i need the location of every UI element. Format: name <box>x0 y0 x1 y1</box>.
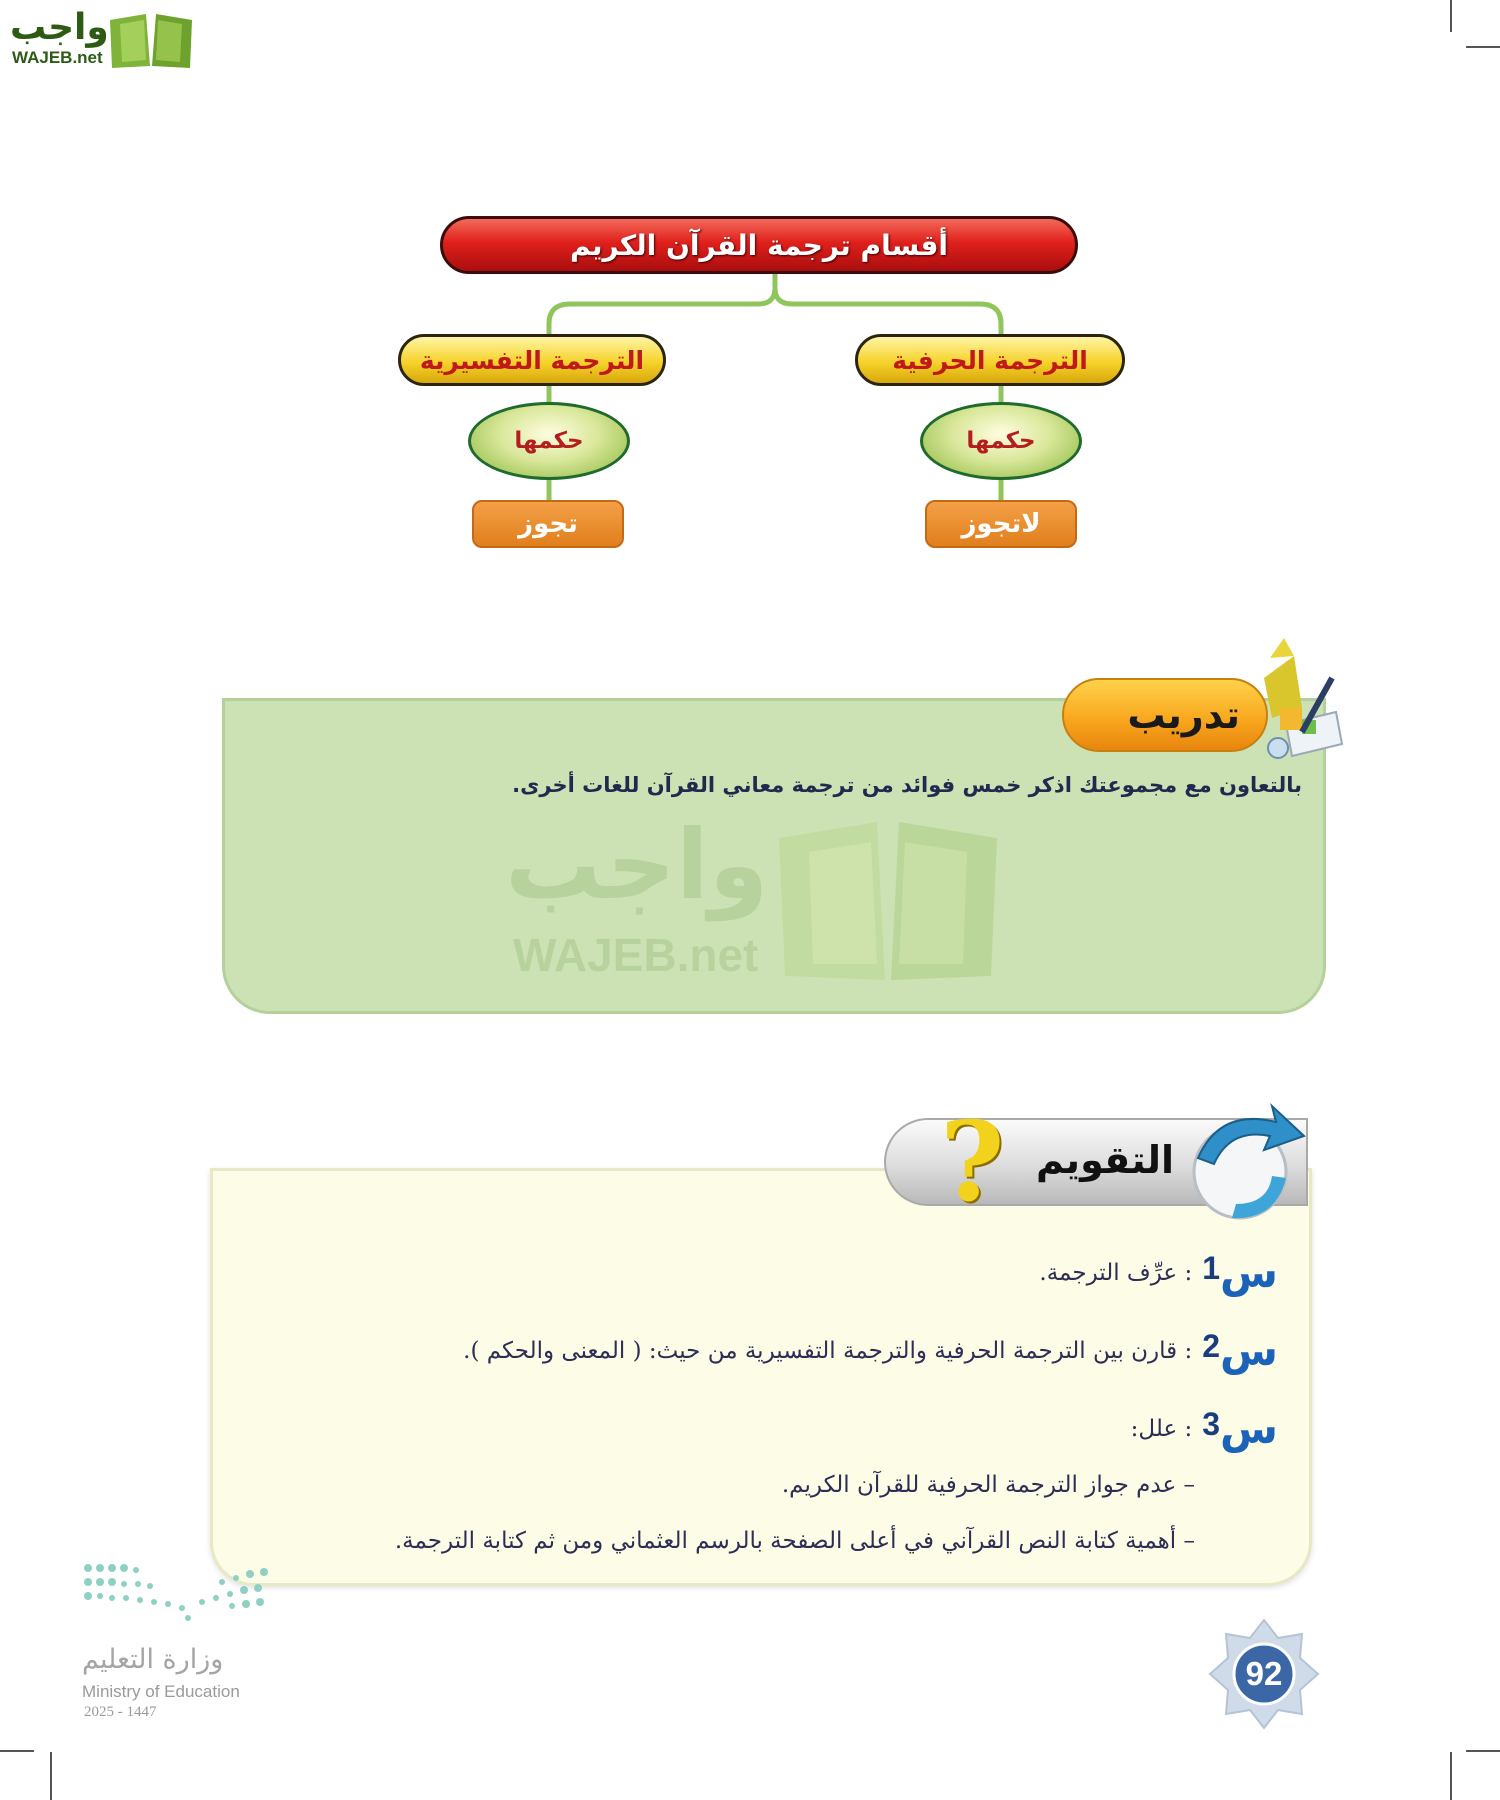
question-2 <box>463 1326 1278 1375</box>
ministry-dots-logo <box>82 1560 272 1626</box>
question-text: : عرِّف الترجمة. <box>1039 1259 1193 1286</box>
question-badge <box>1202 1248 1278 1297</box>
question-letter: س <box>1220 1326 1278 1375</box>
practice-instruction: بالتعاون مع مجموعتك اذكر خمس فوائد من ترجمة معاني القرآن للغات أخرى. <box>512 773 1302 797</box>
interpretive-ruling-label: حكمها <box>514 428 584 454</box>
interpretive-ruling-value-text: تجوز <box>518 509 578 539</box>
crop-mark <box>1450 1752 1452 1800</box>
question-letter: س <box>1220 1248 1278 1297</box>
literal-translation-node <box>855 334 1125 386</box>
question-number: 2 <box>1202 1328 1221 1364</box>
assessment-box <box>210 1168 1312 1586</box>
page-number: 92 <box>1245 1655 1283 1692</box>
book-icon <box>106 10 196 70</box>
diagram-title <box>440 216 1078 274</box>
literal-ruling-value-text: لاتجوز <box>961 509 1041 539</box>
globe-arrow-icon <box>1180 1100 1310 1230</box>
book-icon <box>773 814 1003 984</box>
literal-ruling-value <box>925 500 1077 548</box>
translation-types-diagram <box>0 200 1500 560</box>
ministry-arabic-name: وزارة التعليم <box>82 1644 224 1675</box>
literal-ruling-label: حكمها <box>966 428 1036 454</box>
crop-mark <box>1466 46 1500 48</box>
ministry-logo <box>82 1560 282 1730</box>
pen-icon <box>1250 638 1350 768</box>
question-1 <box>1039 1248 1278 1297</box>
ministry-english-name: Ministry of Education <box>82 1682 240 1701</box>
question-text: : قارن بين الترجمة الحرفية والترجمة التفسيرية من حيث: ( المعنى والحكم ). <box>463 1337 1193 1364</box>
assessment-heading: التقويم <box>1036 1138 1175 1182</box>
watermark-word: واجب <box>505 809 769 921</box>
logo-word: واجب <box>10 7 109 48</box>
wajeb-watermark <box>505 810 1005 990</box>
diagram-title-text: أقسام ترجمة القرآن الكريم <box>569 228 949 262</box>
interpretive-translation-label: الترجمة التفسيرية <box>419 345 645 375</box>
practice-heading: تدريب <box>1127 693 1240 737</box>
question-number: 3 <box>1202 1406 1221 1442</box>
crop-mark <box>50 1752 52 1800</box>
crop-mark <box>1466 1750 1500 1752</box>
watermark-net: WAJEB.net <box>513 929 759 981</box>
page-number-badge <box>1208 1618 1320 1730</box>
question-badge <box>1202 1404 1278 1453</box>
crop-mark <box>1450 0 1452 32</box>
literal-ruling-node <box>920 402 1082 480</box>
reason-item-2: – أهمية كتابة النص القرآني في أعلى الصفحة بالرسم العثماني ومن ثم كتابة الترجمة. <box>394 1528 1195 1554</box>
crop-mark <box>0 1750 34 1752</box>
interpretive-translation-node <box>398 334 666 386</box>
interpretive-ruling-value <box>472 500 624 548</box>
literal-translation-label: الترجمة الحرفية <box>892 345 1088 375</box>
question-letter: س <box>1220 1404 1278 1453</box>
practice-heading-tab <box>1062 678 1268 752</box>
question-mark-icon: ? <box>940 1097 1005 1226</box>
ministry-year: 2025 - 1447 <box>84 1704 157 1720</box>
question-text: : علل: <box>1130 1415 1193 1442</box>
question-number: 1 <box>1202 1250 1221 1286</box>
interpretive-ruling-node <box>468 402 630 480</box>
wajeb-logo[interactable] <box>10 8 190 68</box>
logo-net: WAJEB.net <box>12 48 103 67</box>
question-badge <box>1202 1326 1278 1375</box>
question-3 <box>1131 1404 1278 1453</box>
reason-item-1: – عدم جواز الترجمة الحرفية للقرآن الكريم. <box>781 1472 1195 1498</box>
